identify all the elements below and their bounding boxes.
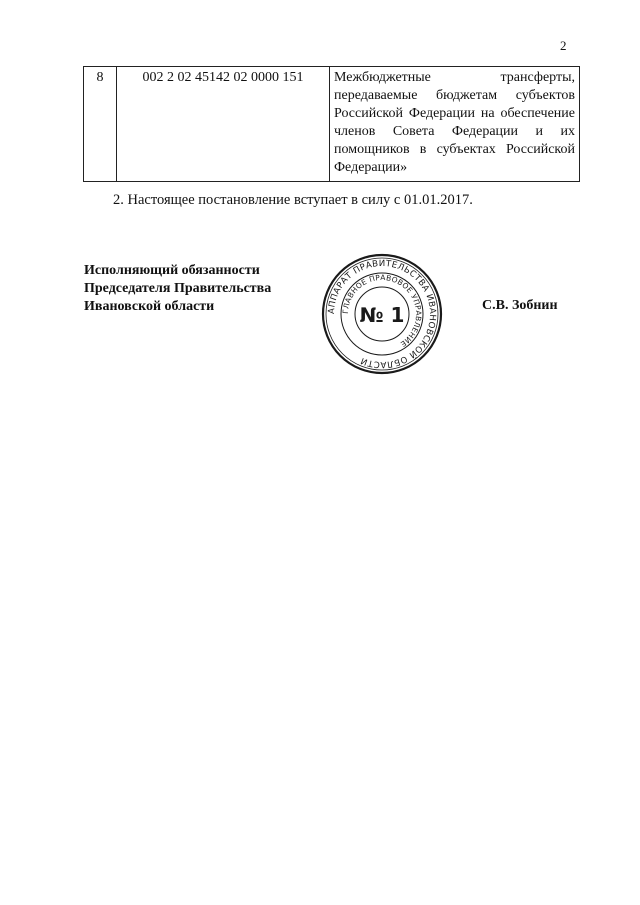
seal-outer-text: АППАРАТ ПРАВИТЕЛЬСТВА ИВАНОВСКОЙ ОБЛАСТИ (326, 258, 438, 370)
signatory-title-line: Председателя Правительства (84, 281, 272, 296)
signatory-title (84, 262, 271, 316)
description-cell: Межбюджетные трансферты, передаваемые бюджетам субъектов Российской Федерации на обеспечение членов Совета Федерации и их помощников в субъектах Российской Федерации» (330, 67, 580, 182)
effective-date-clause: 2. Настоящее постановление вступает в силу с 01.01.2017. (113, 192, 473, 208)
row-number-cell: 8 (84, 67, 117, 182)
seal-center-text: № 1 (359, 303, 405, 327)
table-row (84, 67, 580, 182)
budget-code-cell: 002 2 02 45142 02 0000 151 (117, 67, 330, 182)
signatory-name: С.В. Зобнин (482, 298, 558, 313)
page-number: 2 (560, 38, 567, 53)
official-seal (320, 252, 444, 376)
signatory-title-line: Ивановской области (84, 299, 215, 314)
signatory-title-line: Исполняющий обязанности (84, 263, 260, 278)
budget-table (83, 66, 580, 182)
seal-inner-text: ГЛАВНОЕ ПРАВОВОЕ УПРАВЛЕНИЕ (340, 272, 424, 349)
